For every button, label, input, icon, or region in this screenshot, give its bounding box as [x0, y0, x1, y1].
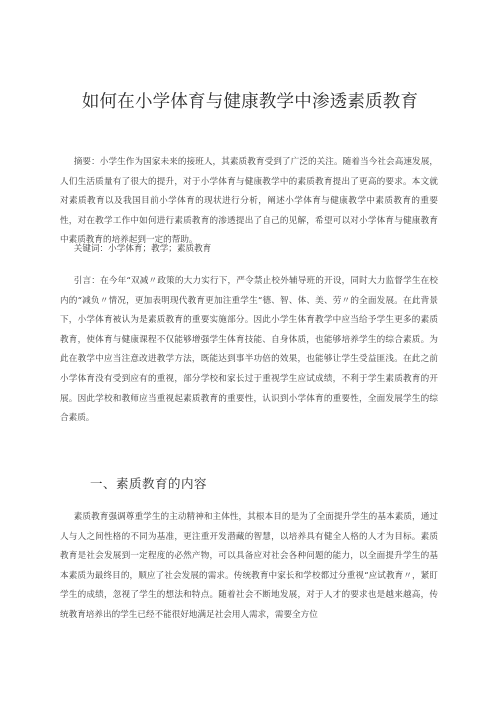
abstract-paragraph: 摘要：小学生作为国家未来的接班人，其素质教育受到了广泛的关注。随着当今社会高速发展，人们生活质量有了很大的提升，对于小学体育与健康教学中的素质教育提出了更高的要求。本文就对素质教育以及我国目前小学体育的现状进行分析，阐述小学体育与健康教学中素质教育的重要性，对在教学工作中如何进行素质教育的渗透提出了自己的见解，希望可以对小学体育与健康教育中素质教育的培养起到一定的帮助。 — [60, 157, 438, 246]
section-body-paragraph: 素质教育强调尊重学生的主动精神和主体性，其根本目的是为了全面提升学生的基本素质，通过人与人之间性格的不同为基准，更注重开发潜藏的智慧，以培养具有健全人格的人才为目标。素质教育是社会发展到一定程度的必然产物，可以具备应对社会各种问题的能力，以全面提升学生的基本素质为最终目的，顺应了社会发展的需求。传统教育中家长和学校都过分重视“应试教育〃，紧盯学生的成绩，忽视了学生的想法和特点。随着社会不断地发展，对于人才的要求也是越来越高，传统教育培养出的学生已经不能很好地满足社会用人需求，需要全方位 — [60, 512, 438, 620]
intro-paragraph: 引言：在今年“双减〃政策的大力实行下，严令禁止校外辅导班的开设，同时大力监督学生在校内的“减负〃情况，更加表明现代教育更加注重学生“德、智、体、美、劳〃的全面发展。在此背景下，小学体育被认为是素质教育的重要实施部分。因此小学生体育教学中应当给予学生更多的素质教育，使体育与健康课程不仅能够增强学生体育技能、自身体质，也能够培养学生的综合素质。为此在教学中应当注意改进教学方法，既能达到事半功倍的效果，也能够让学生受益匪浅。在此之前小学体育没有受到应有的重视，部分学校和家长过于重视学生应试成绩，不利于学生素质教育的开展。因此学校和教师应当重视起素质教育的重要性，认识到小学体育的重要性，全面发展学生的综合素质。 — [60, 276, 438, 424]
section-heading: 一、素质教育的内容 — [90, 476, 208, 491]
document-title: 如何在小学体育与健康教学中渗透素质教育 — [81, 92, 419, 112]
keywords-line: 关键词：小学体育；教学；素质教育 — [73, 244, 212, 254]
